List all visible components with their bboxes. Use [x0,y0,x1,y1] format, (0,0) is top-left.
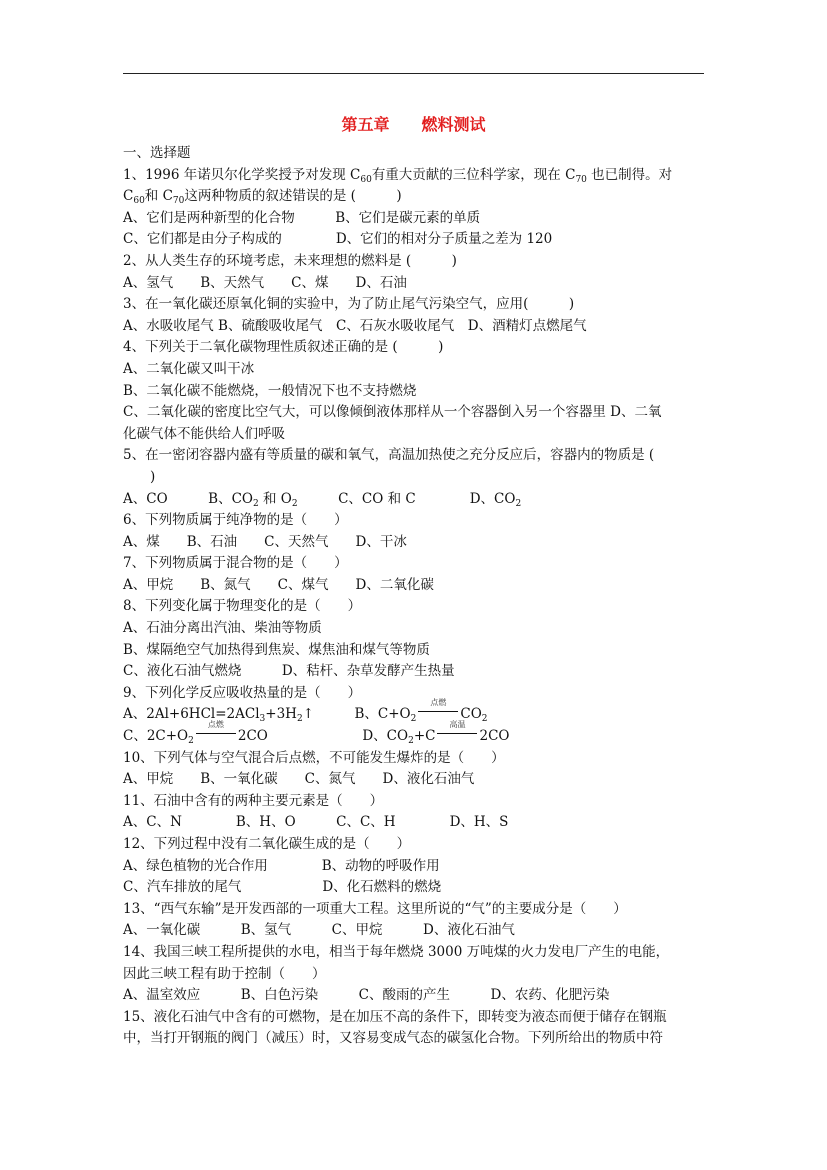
q4-option-b: B、二氧化碳不能燃烧，一般情况下也不支持燃烧 [123,382,417,399]
q12-stem: 12、下列过程中没有二氧化碳生成的是（ ） [123,836,411,852]
q12-options-cd: C、汽车排放的尾气 D、化石燃料的燃烧 [123,879,442,896]
q9-stem: 9、下列化学反应吸收热量的是（ ） [123,684,362,701]
header-rule [123,73,704,74]
q11-stem: 11、石油中含有的两种主要元素是（ ） [123,792,384,809]
page-title: 第五章 燃料测试 [341,115,486,134]
q10-options: A、甲烷 B、一氧化碳 C、氮气 D、液化石油气 [123,771,475,788]
question-sheet [123,143,708,1050]
q5-stem: 5、在一密闭容器内盛有等质量的碳和氧气，高温加热使之充分反应后，容器内的物质是 ( [123,447,655,464]
q13-options: A、一氧化碳 B、氢气 C、甲烷 D、液化石油气 [123,922,515,939]
q11-options: A、C、N B、H、O C、C、H D、H、S [123,814,509,831]
q4-option-d-cont: 化碳气体不能供给人们呼吸 [123,425,285,442]
q6-options: A、煤 B、石油 C、天然气 D、干冰 [123,533,407,550]
q15-stem-line1: 15、液化石油气中含有的可燃物，是在加压不高的条件下，即转变为液态而便于储存在钢瓶 [123,1008,667,1025]
reaction-arrow: 点燃 [194,727,238,741]
q13-stem: 13、“西气东输”是开发西部的一项重大工程。这里所说的“气”的主要成分是（ ） [123,900,627,917]
q15-stem-line2: 中，当打开钢瓶的阀门（减压）时，又容易变成气态的碳氢化合物。下列所给出的物质中符 [123,1030,663,1047]
section-heading: 一、选择题 [123,145,191,161]
q14-stem-line2: 因此三峡工程有助于控制（ ） [123,965,326,982]
q7-stem: 7、下列物质属于混合物的是（ ） [123,555,348,572]
q2-stem: 2、从人类生存的环境考虑，未来理想的燃料是 ( ) [123,252,457,269]
q7-options: A、甲烷 B、氮气 C、煤气 D、二氧化碳 [123,576,434,593]
q4-stem: 4、下列关于二氧化碳物理性质叙述正确的是 ( ) [123,339,444,356]
reaction-arrow: 高温 [435,727,479,741]
q8-options-cd: C、液化石油气燃烧 D、秸杆、杂草发酵产生热量 [123,663,455,680]
q9-options-ab: A、$2Al+6HCl=2ACl_3+3H_2↑$ B、$C+O_2$ 点燃 $CO_2$ [123,698,488,725]
q8-stem: 8、下列变化属于物理变化的是（ ） [123,598,362,615]
q10-stem: 10、下列气体与空气混合后点燃，不可能发生爆炸的是（ ） [123,749,505,766]
q5-options: A、CO B、$CO_2$ 和 $O_2$ C、CO 和 C D、$CO_2$ [123,490,522,509]
q9-options-cd: C、$2C+O_2$ 点燃 2CO D、$CO_2+C$ 高温 2CO [123,720,510,747]
q3-stem: 3、在一氧化碳还原氧化铜的实验中，为了防止尾气污染空气，应用( ) [123,296,575,313]
reaction-arrow: 点燃 [416,705,460,719]
q12-options-ab: A、绿色植物的光合作用 B、动物的呼吸作用 [123,857,440,874]
q2-options: A、氢气 B、天然气 C、煤 D、石油 [123,274,407,291]
q14-stem-line1: 14、我国三峡工程所提供的水电，相当于每年燃烧 3000 万吨煤的火力发电厂产生的电能， [123,943,670,960]
q8-option-b: B、煤隔绝空气加热得到焦炭、煤焦油和煤气等物质 [123,641,430,658]
q3-options: A、水吸收尾气 B、硫酸吸收尾气 C、石灰水吸收尾气 D、酒精灯点燃尾气 [123,317,587,334]
q4-option-c: C、二氧化碳的密度比空气大，可以像倾倒液体那样从一个容器倒入另一个容器里 D、二氧 [123,404,662,421]
q1-options-cd: C、它们都是由分子构成的 D、它们的相对分子质量之差为 120 [123,231,553,248]
q1-options-ab: A、它们是两种新型的化合物 B、它们是碳元素的单质 [123,209,481,226]
q4-option-a: A、二氧化碳又叫干冰 [123,360,255,377]
q1-stem-line2: $C_{60}$和 $C_{70}$这两种物质的叙述错误的是 ( ) [123,188,402,207]
q14-options: A、温室效应 B、白色污染 C、酸雨的产生 D、农药、化肥污染 [123,987,610,1004]
q1-stem-line1: 1、1996 年诺贝尔化学奖授予对发现 $C_{60}$有重大贡献的三位科学家，现在 $C_{70}$ 也已制得。对 [123,166,673,185]
q8-option-a: A、石油分离出汽油、柴油等物质 [123,620,322,637]
q5-stem-close: ) [123,468,156,485]
q6-stem: 6、下列物质属于纯净物的是（ ） [123,512,348,529]
